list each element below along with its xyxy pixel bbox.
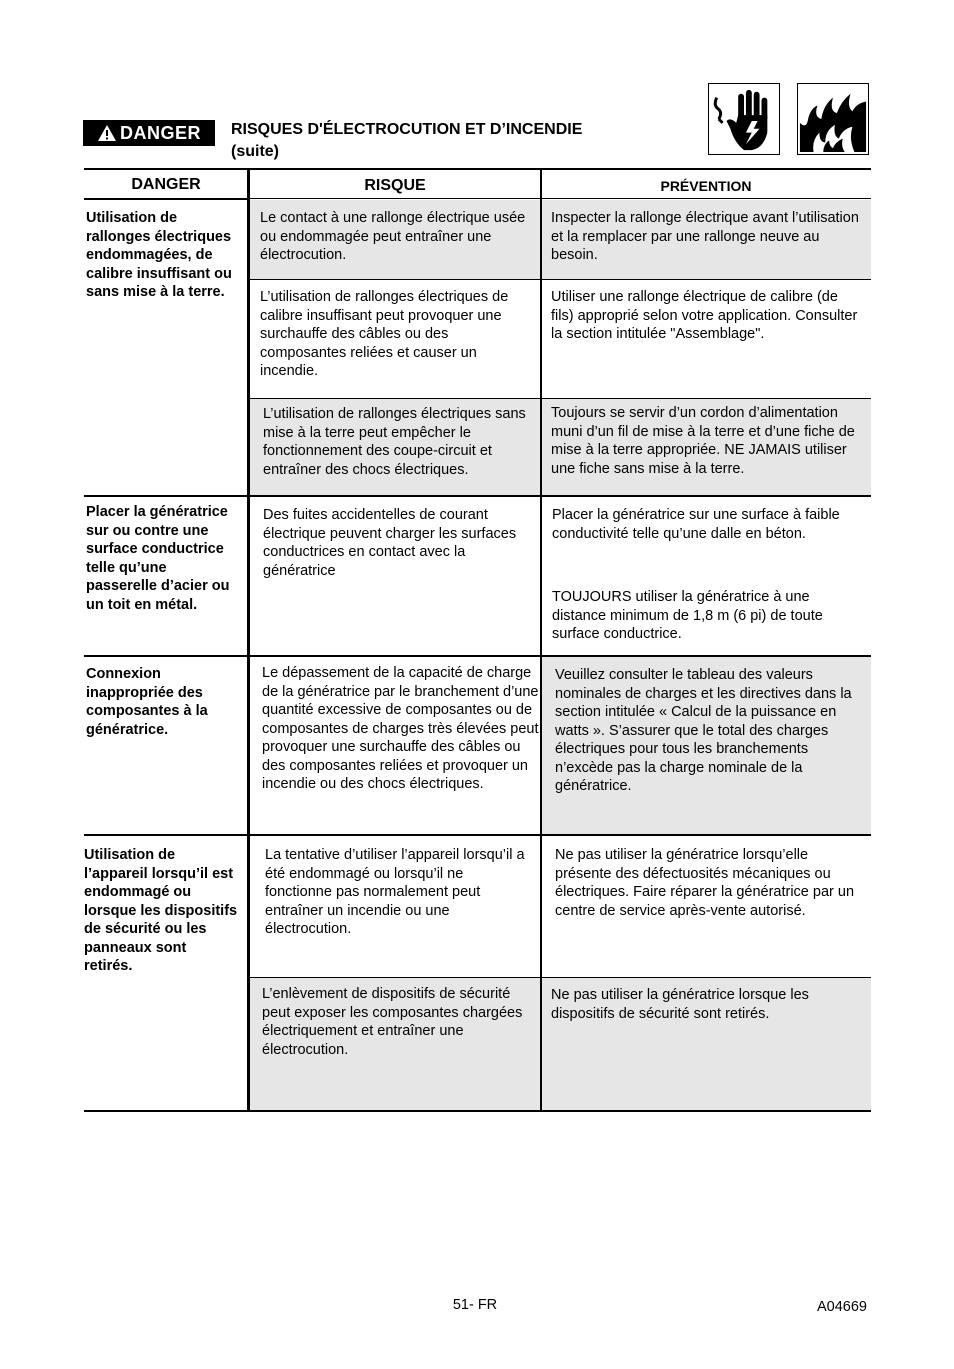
row-line	[250, 398, 871, 399]
row-line	[250, 977, 871, 978]
col-divider-2	[540, 168, 542, 1112]
risque-cell: L’utilisation de rallonges électriques sans mise à la terre peut empêcher le fonctionnement des coupe-circuit et entraîner des chocs électriques.	[263, 406, 526, 478]
section-title-line2: (suite)	[231, 143, 279, 160]
danger-cell: Utilisation de rallonges électriques endommagées, de calibre insuffisant ou sans mise à la terre.	[86, 210, 232, 300]
warning-triangle-icon	[97, 124, 117, 142]
danger-badge	[83, 120, 215, 146]
col-header-danger: DANGER	[131, 176, 201, 193]
prevention-cell: Inspecter la rallonge électrique avant l’utilisation et la remplacer par une rallonge neuve au besoin.	[551, 210, 859, 263]
risque-cell: Le dépassement de la capacité de charge de la génératrice par le branchement d’une quantité excessive de composantes ou de composantes de charges très élevées peut provoquer une surchauffe des câbles ou des composantes reliées et provoquer un incendie ou des chocs électriques.	[262, 665, 539, 792]
prevention-cell: TOUJOURS utiliser la génératrice à une distance minimum de 1,8 m (6 pi) de toute surface conductrice.	[552, 589, 823, 642]
col-header-risque: RISQUE	[364, 177, 426, 194]
risque-cell: L’utilisation de rallonges électriques de calibre insuffisant peut provoquer une surchauffe des câbles ou des composantes reliées et causer un incendie.	[260, 289, 509, 379]
section-title-line1: RISQUES D'ÉLECTROCUTION ET D’INCENDIE	[231, 121, 583, 138]
page-number: 51- FR	[452, 1297, 498, 1313]
danger-cell: Placer la génératrice sur ou contre une surface conductrice telle qu’une passerelle d’acier ou un toit en métal.	[86, 504, 230, 613]
section-title	[231, 119, 671, 163]
table-bottom-line	[84, 1110, 871, 1112]
fire-icon	[797, 83, 869, 155]
risque-cell: L’enlèvement de dispositifs de sécurité peut exposer les composantes chargées électriquement et entraîner une électrocution.	[262, 986, 523, 1058]
document-code: A04669	[817, 1299, 867, 1315]
prevention-cell: Toujours se servir d’un cordon d’alimentation muni d’un fil de mise à la terre et d’une fiche de mise à la terre appropriée. NE JAMAIS utiliser une fiche sans mise à la terre.	[551, 405, 855, 477]
prevention-cell: Utiliser une rallonge électrique de calibre (de fils) approprié selon votre application. Consulter la section intitulée "Assemblage".	[551, 289, 858, 342]
risque-cell: Le contact à une rallonge électrique usée ou endommagée peut entraîner une électrocution.	[260, 210, 526, 263]
risque-cell: Des fuites accidentelles de courant électrique peuvent charger les surfaces conductrices en contact avec la génératrice	[263, 507, 517, 579]
prevention-cell: Ne pas utiliser la génératrice lorsqu’elle présente des défectuosités mécaniques ou électriques. Faire réparer la génératrice par un centre de service après-vente autorisé.	[555, 847, 855, 919]
prevention-cell: Placer la génératrice sur une surface à faible conductivité telle qu’une dalle en béton.	[552, 507, 840, 542]
group-line	[84, 834, 871, 836]
danger-cell: Connexion inappropriée des composantes à la génératrice.	[86, 666, 208, 738]
col-divider-1	[247, 168, 250, 1112]
group-line	[84, 655, 871, 657]
risque-cell: La tentative d’utiliser l’appareil lorsqu’il a été endommagé ou lorsqu’il ne fonctionne pas normalement peut entraîner un incendie ou une électrocution.	[265, 847, 525, 937]
danger-cell: Utilisation de l’appareil lorsqu’il est endommagé ou lorsque les dispositifs de sécurité ou les panneaux sont retirés.	[84, 847, 238, 974]
table-top-line	[84, 168, 871, 170]
group-line	[84, 495, 871, 497]
danger-badge-label: DANGER	[119, 122, 201, 143]
danger-header-line	[84, 198, 248, 200]
row-line	[250, 279, 871, 280]
prevention-cell: Veuillez consulter le tableau des valeurs nominales de charges et les directives dans la section intitulée « Calcul de la puissance en watts ». S’assurer que le total des charges électriques pour tous les branchements n’excède pas la charge nominale de la génératrice.	[555, 667, 852, 794]
header-line	[250, 198, 871, 199]
prevention-cell: Ne pas utiliser la génératrice lorsque les dispositifs de sécurité sont retirés.	[551, 987, 809, 1022]
col-header-prevention: PRÉVENTION	[660, 178, 752, 194]
electric-shock-icon	[708, 83, 780, 155]
